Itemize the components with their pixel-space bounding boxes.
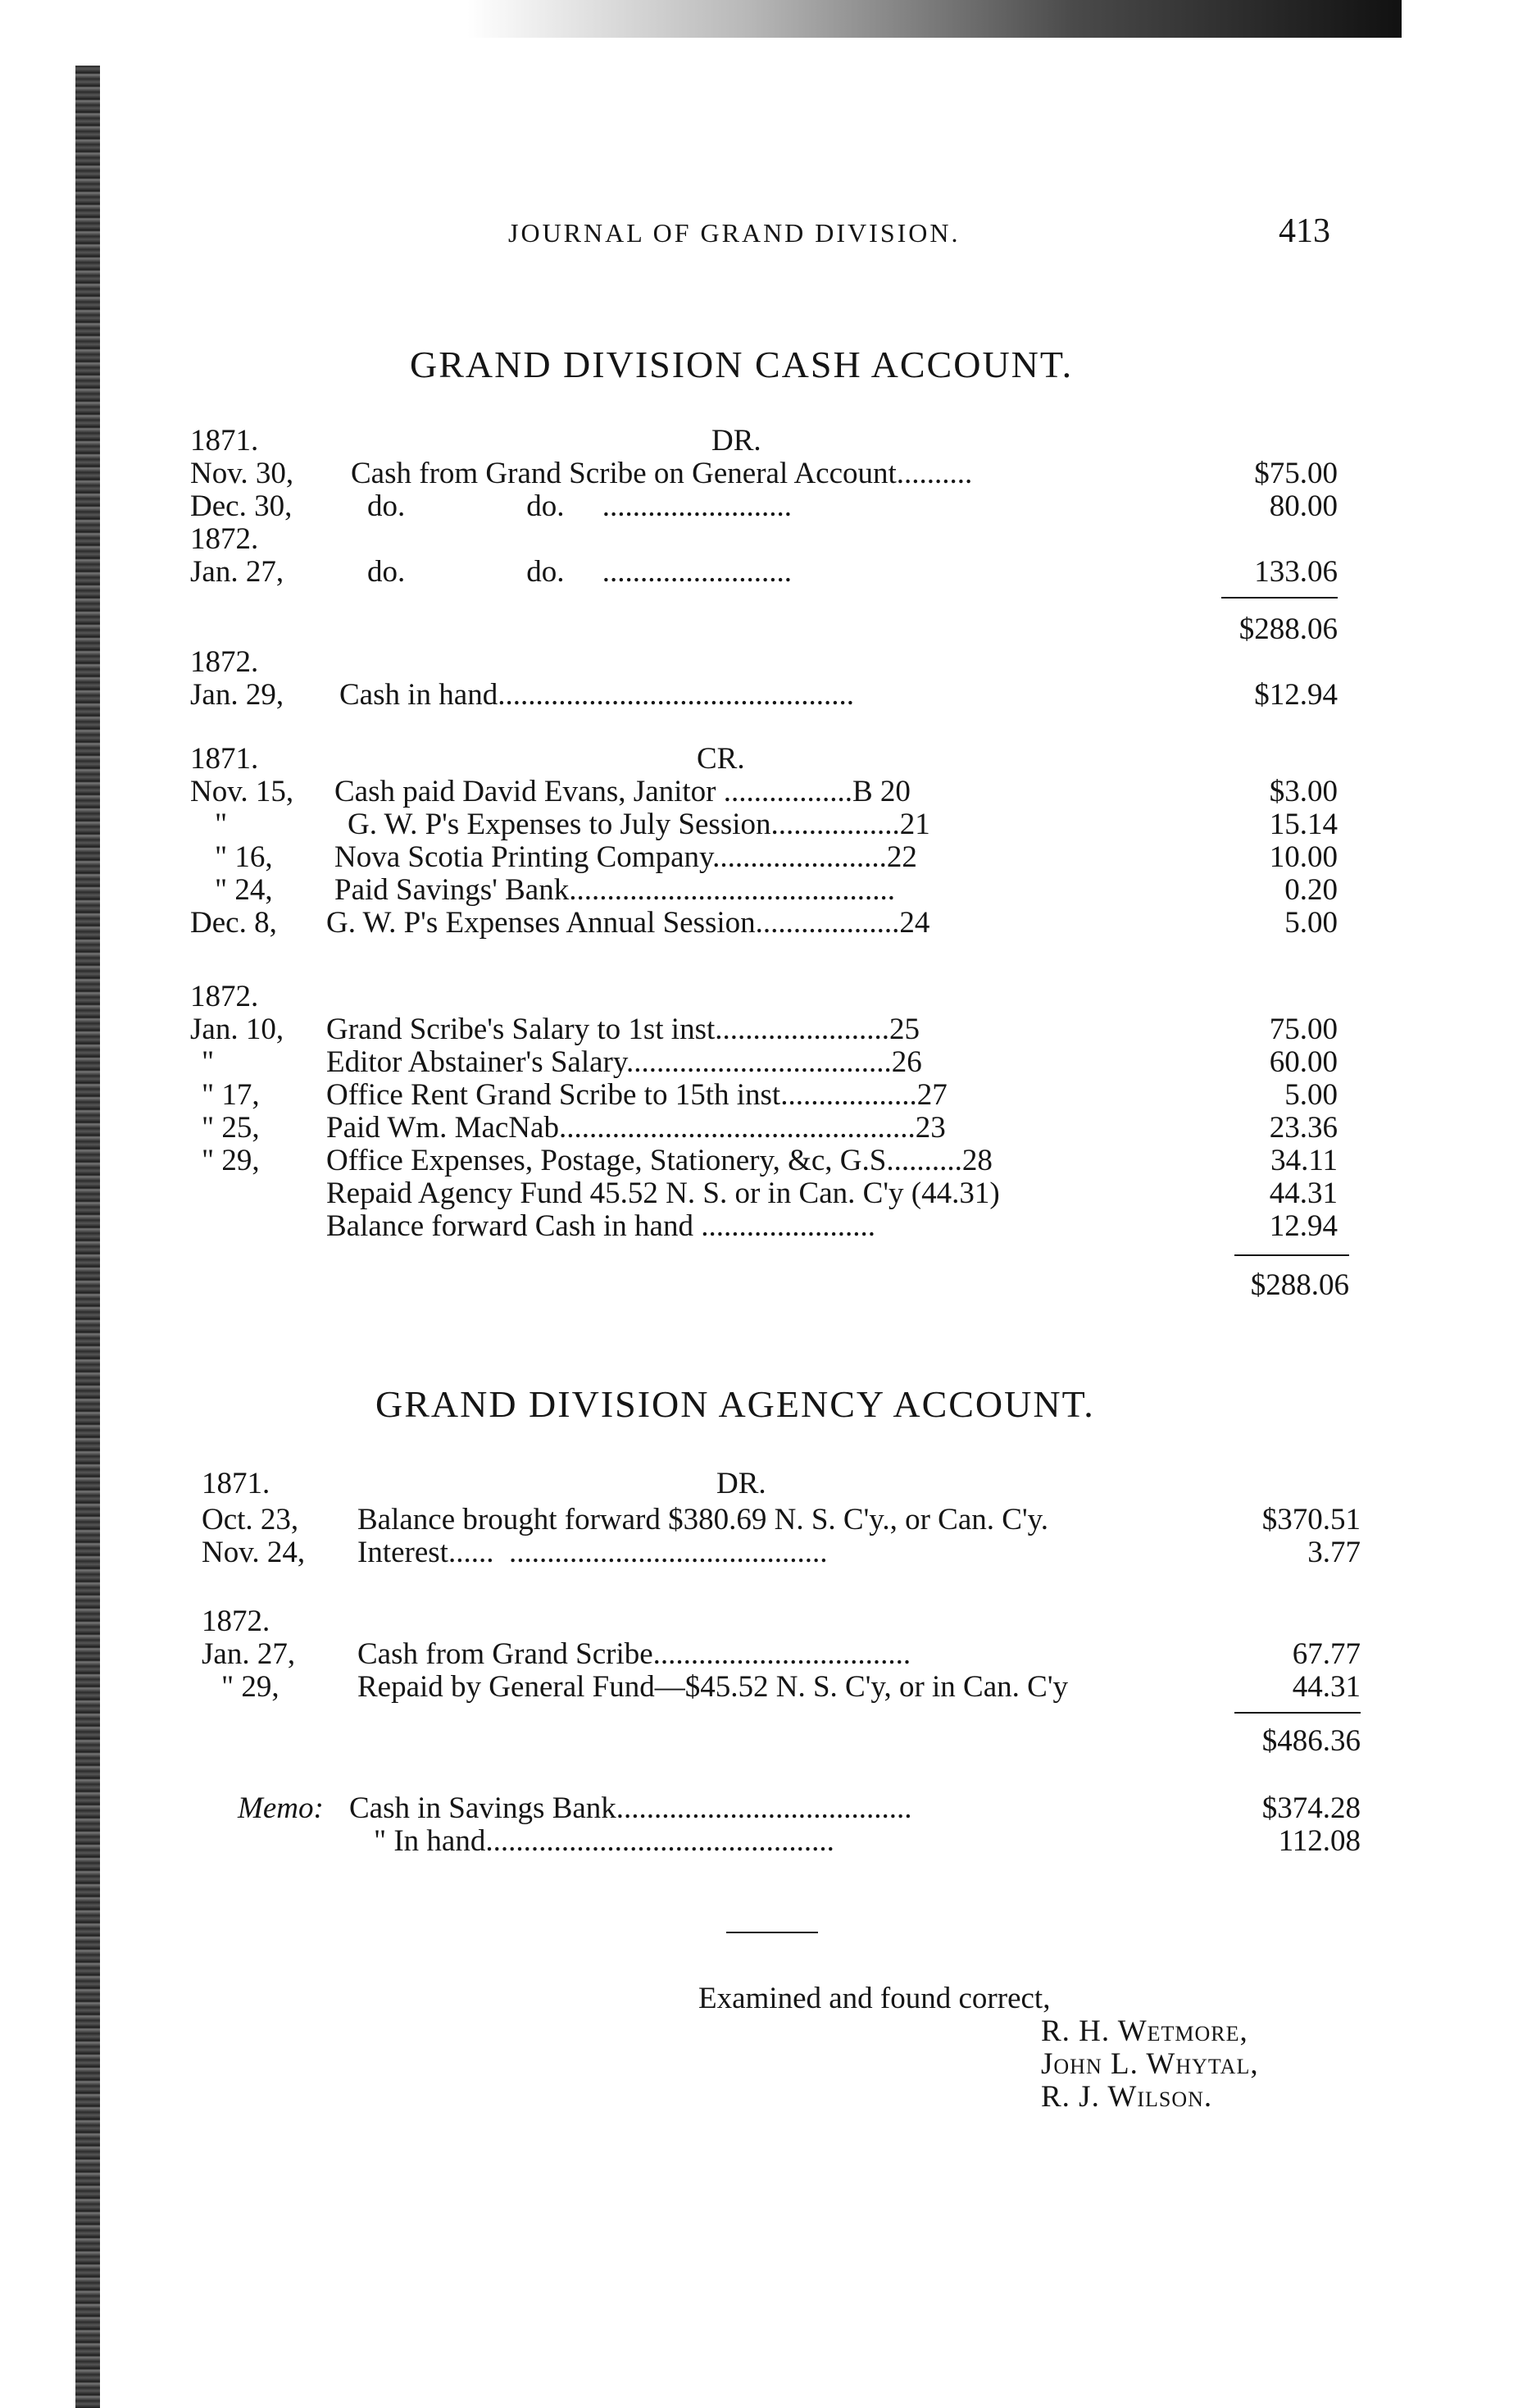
cash-account-title: GRAND DIVISION CASH ACCOUNT. [410,344,1074,385]
row-amount: 23.36 [1269,1111,1338,1145]
row-description: " In hand.............................................. [374,1824,834,1858]
cash-cr-year-2: 1872. [190,980,259,1013]
row-date: " 29, [202,1144,260,1177]
row-date: 1872. [190,522,259,556]
row-description: Balance forward Cash in hand ....................... [326,1209,875,1243]
row-amount: $370.51 [1261,1503,1361,1536]
memo-label: Memo: [238,1791,324,1825]
row-amount: 0.20 [1284,873,1338,907]
row-date: " [215,808,228,841]
row-date: Nov. 15, [190,775,294,808]
signature-name: John L. Whytal, [1041,2047,1259,2081]
row-amount: 44.31 [1269,1177,1338,1210]
row-amount: 5.00 [1284,906,1338,940]
row-date: Oct. 23, [202,1503,299,1536]
row-description: Balance brought forward $380.69 N. S. C'y., or Can. C'y. [357,1503,1048,1536]
row-description: Repaid by General Fund—$45.52 N. S. C'y, or in Can. C'y [357,1670,1069,1704]
top-scan-shadow [467,0,1402,38]
row-description: Grand Scribe's Salary to 1st inst.......................25 [326,1013,920,1046]
row-amount: 67.77 [1292,1637,1361,1671]
row-description: G. W. P's Expenses Annual Session...................24 [326,906,930,940]
row-date: " [202,1045,215,1079]
row-amount: 15.14 [1269,808,1338,841]
signature-name: R. J. Wilson. [1041,2080,1213,2114]
running-title: JOURNAL OF GRAND DIVISION. [508,218,961,248]
row-date: Jan. 27, [190,555,284,589]
row-date: " 24, [215,873,273,907]
row-amount: 3.77 [1307,1536,1361,1569]
row-description: do. do. ......................... [367,489,792,523]
cash-cr-total: $288.06 [1250,1268,1349,1302]
cash-hand-date: Jan. 29, [190,678,284,712]
row-amount: 112.08 [1278,1824,1361,1858]
row-description: Interest...... .......................................... [357,1536,828,1569]
cash-hand-amount: $12.94 [1254,678,1338,712]
row-amount: $374.28 [1261,1791,1361,1825]
book-spine-edge [75,66,100,2408]
row-amount: 60.00 [1269,1045,1338,1079]
row-description: Cash paid David Evans, Janitor .................B 20 [334,775,911,808]
row-description: Nova Scotia Printing Company.......................22 [334,840,917,874]
row-date: " 29, [221,1670,280,1704]
agency-account-title: GRAND DIVISION AGENCY ACCOUNT. [375,1383,1095,1425]
cash-cr-year: 1871. [190,742,259,776]
row-amount: $75.00 [1254,457,1338,490]
row-amount: 133.06 [1254,555,1338,589]
row-description: Office Rent Grand Scribe to 15th inst..................27 [326,1078,948,1112]
row-amount: 44.31 [1292,1670,1361,1704]
row-amount: 10.00 [1269,840,1338,874]
row-amount: 80.00 [1269,489,1338,523]
row-description: Paid Savings' Bank........................................... [334,873,895,907]
row-description: Repaid Agency Fund 45.52 N. S. or in Can. C'y (44.31) [326,1177,1000,1210]
cash-dr-year: 1871. [190,424,259,457]
row-description: Cash from Grand Scribe.................................. [357,1637,911,1671]
total-rule [1234,1712,1361,1714]
agency-total: $486.36 [1261,1724,1361,1758]
total-rule [1221,597,1338,599]
row-description: Office Expenses, Postage, Stationery, &c, G.S..........28 [326,1144,993,1177]
row-date: " 25, [202,1111,260,1145]
agency-year-2: 1872. [202,1605,270,1638]
row-date: Jan. 27, [202,1637,296,1671]
row-date: Nov. 24, [202,1536,306,1569]
cash-cr-label: CR. [697,742,745,776]
row-date: " 16, [215,840,273,874]
cash-hand-description: Cash in hand............................................... [339,678,854,712]
row-amount: 5.00 [1284,1078,1338,1112]
signoff-line: Examined and found correct, [698,1982,1051,2015]
agency-dr-label: DR. [716,1467,766,1500]
row-description: Paid Wm. MacNab...............................................23 [326,1111,946,1145]
cash-hand-year: 1872. [190,645,259,679]
signature-name: R. H. Wetmore, [1041,2014,1248,2048]
row-description: Cash in Savings Bank....................................... [349,1791,912,1825]
row-amount: 34.11 [1270,1144,1338,1177]
row-amount: 75.00 [1269,1013,1338,1046]
row-date: Dec. 30, [190,489,293,523]
row-date: " 17, [202,1078,260,1112]
row-description: Editor Abstainer's Salary...................................26 [326,1045,922,1079]
cash-dr-label: DR. [711,424,761,457]
row-amount: $3.00 [1269,775,1338,808]
cash-dr-total: $288.06 [1238,612,1338,646]
agency-dr-year: 1871. [202,1467,270,1500]
row-description: Cash from Grand Scribe on General Account.......... [351,457,973,490]
row-date: Jan. 10, [190,1013,284,1046]
total-rule [1234,1254,1349,1256]
row-description: G. W. P's Expenses to July Session.................21 [348,808,930,841]
row-date: Nov. 30, [190,457,294,490]
section-divider [726,1932,818,1933]
row-amount: 12.94 [1269,1209,1338,1243]
row-date: Dec. 8, [190,906,277,940]
page-number: 413 [1279,212,1330,250]
row-description: do. do. ......................... [367,555,792,589]
